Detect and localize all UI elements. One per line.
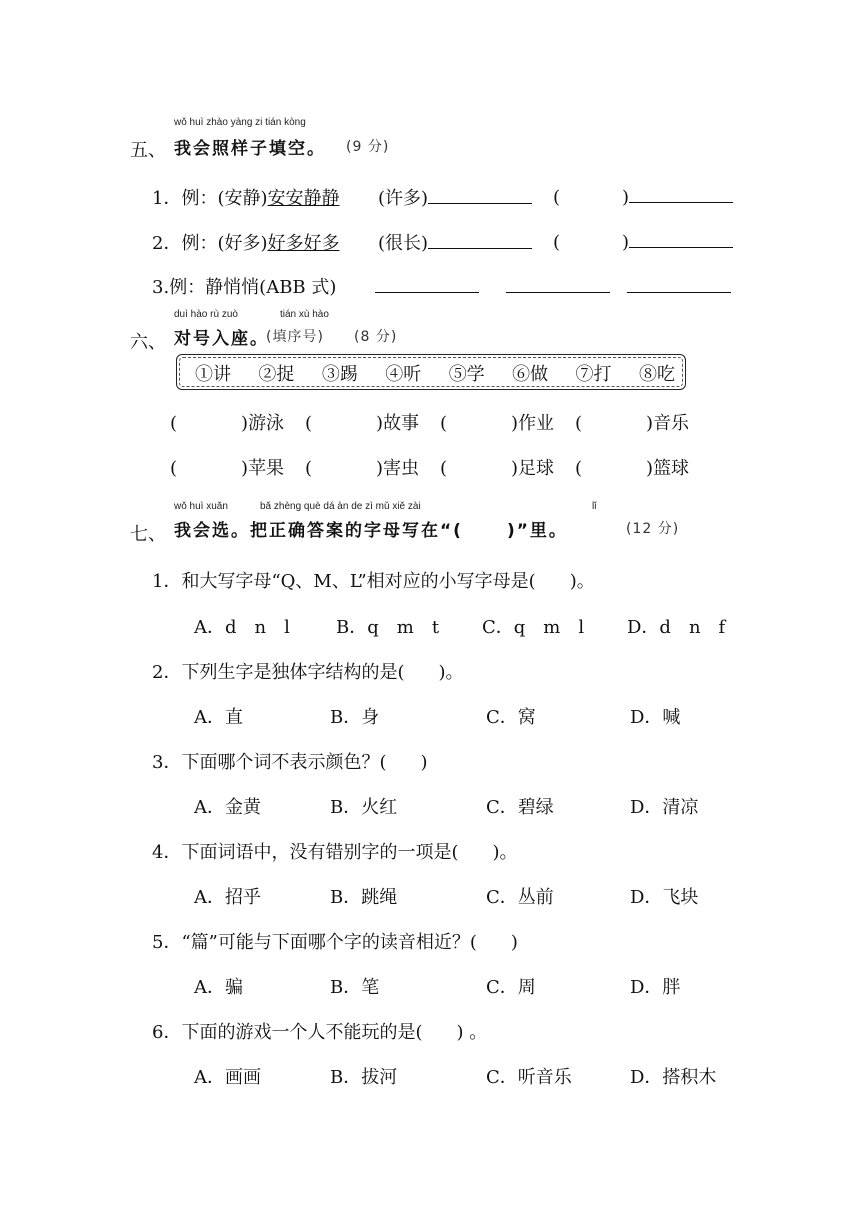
q-end: ) xyxy=(510,932,518,953)
s6-word: 故事 xyxy=(383,413,420,434)
q1-option-a[interactable]: A．d n l xyxy=(194,617,290,638)
section7-number: 七、 xyxy=(130,524,166,545)
s5-line1-paren-wrap: ( ) xyxy=(553,184,733,208)
q-number: 3． xyxy=(152,752,182,773)
q3 xyxy=(152,748,428,774)
q1-option-b[interactable]: B．q m t xyxy=(336,617,440,638)
q-number: 6． xyxy=(152,1022,182,1043)
s6-row1-item1: ( )游泳 xyxy=(170,413,285,434)
word-bank-item: ③踢 xyxy=(321,364,358,385)
q4-option-c[interactable]: C．丛前 xyxy=(486,887,554,908)
s6-word: 游泳 xyxy=(248,413,285,434)
section7-pinyin-1: wǒ huì xuǎn xyxy=(174,501,228,512)
q-number: 5． xyxy=(152,932,182,953)
section7-pinyin-3: lǐ xyxy=(592,501,597,512)
q6-option-d[interactable]: D．搭积木 xyxy=(630,1067,717,1088)
section5-pinyin: wǒ huì zhào yàng zi tián kòng xyxy=(174,117,306,128)
q5-option-c[interactable]: C．周 xyxy=(486,977,536,998)
q4-option-a[interactable]: A．招乎 xyxy=(194,887,261,908)
word-bank-items xyxy=(195,360,675,386)
q1 xyxy=(152,567,595,593)
q-text: 和大写字母“Q、M、L”相对应的小写字母是( xyxy=(181,571,536,592)
s5-line1-prefix: 例：(安静) xyxy=(181,188,268,209)
section6-note: (填序号) xyxy=(266,329,324,345)
section5-number: 五、 xyxy=(130,140,166,161)
q3-option-a[interactable]: A．金黄 xyxy=(194,797,261,818)
word-bank-item: ④听 xyxy=(385,364,422,385)
s6-row2-item3: ( )足球 xyxy=(440,458,555,479)
s5-line3-blank-3[interactable] xyxy=(627,274,731,293)
q2-option-d[interactable]: D．喊 xyxy=(630,707,681,728)
s5-line2-example: 好多好多 xyxy=(267,233,340,254)
q-text: 下面哪个词不表示颜色？( xyxy=(181,752,387,773)
s6-row1-item2: ( )故事 xyxy=(305,413,420,434)
q-text: 下列生字是独体字结构的是( xyxy=(181,662,405,683)
q2 xyxy=(152,658,464,684)
s6-row2-item2: ( )害虫 xyxy=(305,458,420,479)
s6-row2-item1: ( )苹果 xyxy=(170,458,285,479)
q-text: 下面的游戏一个人不能玩的是( xyxy=(181,1022,423,1043)
word-bank-item: ⑥做 xyxy=(512,364,549,385)
s6-word: 篮球 xyxy=(653,458,690,479)
q-number: 1． xyxy=(152,571,182,592)
q1-option-d[interactable]: D．d n f xyxy=(627,617,726,638)
s5-line2-paren-wrap: ( ) xyxy=(553,229,733,253)
word-bank-item: ②捉 xyxy=(258,364,295,385)
section5-score: (9 分) xyxy=(346,139,390,155)
q-text: “篇”可能与下面哪个字的读音相近？( xyxy=(181,932,477,953)
q-number: 2． xyxy=(152,662,182,683)
s6-word: 足球 xyxy=(518,458,555,479)
s6-row2-item4: ( )篮球 xyxy=(575,458,690,479)
q-number: 4． xyxy=(152,842,182,863)
q-end: )。 xyxy=(492,842,518,863)
word-bank-item: ⑧吃 xyxy=(638,364,675,385)
word-bank-item: ⑤学 xyxy=(448,364,485,385)
section6-pinyin-1: duì hào rù zuò xyxy=(174,309,238,320)
q6-option-b[interactable]: B．拔河 xyxy=(330,1067,398,1088)
s6-row1-item4: ( )音乐 xyxy=(575,413,690,434)
section6-title: 对号入座。 xyxy=(174,329,269,349)
q-text: 下面词语中，没有错别字的一项是( xyxy=(181,842,459,863)
q-end: )。 xyxy=(569,571,595,592)
q6-option-c[interactable]: C．听音乐 xyxy=(486,1067,572,1088)
q5-option-d[interactable]: D．胖 xyxy=(630,977,681,998)
q2-option-a[interactable]: A．直 xyxy=(194,707,243,728)
q5-option-b[interactable]: B．笔 xyxy=(330,977,380,998)
word-bank-item: ⑦打 xyxy=(575,364,612,385)
section6-number: 六、 xyxy=(130,332,166,353)
q4 xyxy=(152,838,518,864)
q1-option-c[interactable]: C．q m l xyxy=(482,617,585,638)
q-end: )。 xyxy=(438,662,464,683)
q3-option-c[interactable]: C．碧绿 xyxy=(486,797,554,818)
s5-line2 xyxy=(152,229,340,255)
section7-pinyin-2: bǎ zhèng què dá àn de zì mǔ xiě zài xyxy=(260,501,421,512)
q3-option-d[interactable]: D．清凉 xyxy=(630,797,699,818)
q2-option-b[interactable]: B．身 xyxy=(330,707,380,728)
section6-score: (8 分) xyxy=(354,329,398,345)
s5-line1-example: 安安静静 xyxy=(267,188,340,209)
s5-line1-given: (许多) xyxy=(378,188,429,209)
q5 xyxy=(152,928,518,954)
s5-line3-blank-1[interactable] xyxy=(375,274,479,293)
s5-line2-given-wrap xyxy=(378,229,532,255)
word-bank-item: ①讲 xyxy=(195,364,231,385)
q4-option-b[interactable]: B．跳绳 xyxy=(330,887,398,908)
s5-line1-blank-1[interactable] xyxy=(428,185,532,204)
s5-line1 xyxy=(152,184,340,210)
q6 xyxy=(152,1018,487,1044)
s5-line1-given-wrap xyxy=(378,184,532,210)
section7-score: (12 分) xyxy=(626,521,680,537)
q-end: ) 。 xyxy=(456,1022,488,1043)
section7-title xyxy=(174,516,568,541)
s5-line2-blank-1[interactable] xyxy=(428,230,532,249)
q5-option-a[interactable]: A．骗 xyxy=(194,977,243,998)
s6-word: 作业 xyxy=(518,413,555,434)
section7-title-b: )”里。 xyxy=(506,521,568,541)
s6-word: 音乐 xyxy=(653,413,690,434)
s5-line2-given: (很长) xyxy=(378,233,429,254)
section6-pinyin-2: tián xù hào xyxy=(280,309,329,320)
s6-word: 苹果 xyxy=(248,458,285,479)
s5-line3-blank-2[interactable] xyxy=(506,274,610,293)
s5-line2-prefix: 例：(好多) xyxy=(181,233,268,254)
s5-line2-num: 2． xyxy=(152,233,182,254)
q3-option-b[interactable]: B．火红 xyxy=(330,797,398,818)
s5-line1-num: 1． xyxy=(152,188,182,209)
s5-line3 xyxy=(152,273,336,299)
q6-option-a[interactable]: A．画画 xyxy=(194,1067,261,1088)
s6-row1-item3: ( )作业 xyxy=(440,413,555,434)
s5-line3-num: 3. xyxy=(152,277,170,298)
section5-title: 我会照样子填空。 xyxy=(174,139,326,159)
section7-title-a: 我会选。把正确答案的字母写在“( xyxy=(174,521,463,541)
q-end: ) xyxy=(420,752,428,773)
q2-option-c[interactable]: C．窝 xyxy=(486,707,536,728)
s5-line2-blank-2[interactable] xyxy=(629,229,733,248)
s5-line1-blank-2[interactable] xyxy=(629,184,733,203)
s5-line3-prefix: 例：静悄悄(ABB 式) xyxy=(169,277,337,298)
s6-word: 害虫 xyxy=(383,458,420,479)
q4-option-d[interactable]: D．飞块 xyxy=(630,887,699,908)
